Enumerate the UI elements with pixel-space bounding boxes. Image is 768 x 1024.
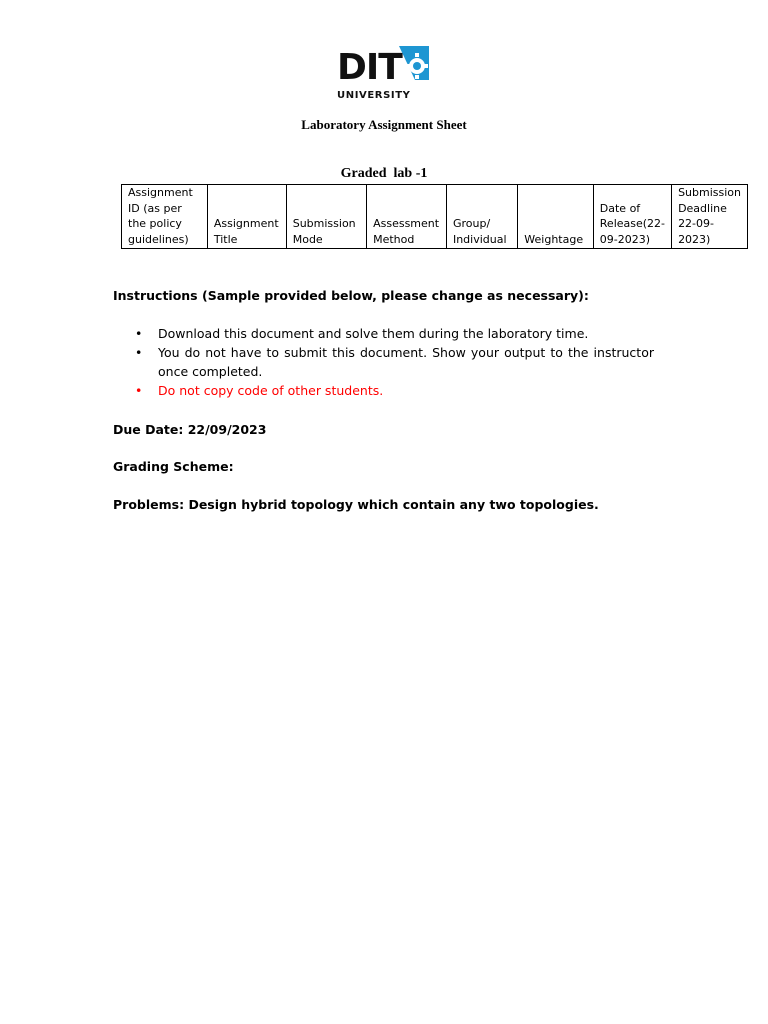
table-header-cell: Assignment ID (as per the policy guidelines) <box>122 185 208 249</box>
logo-wordmark: DIT <box>337 47 402 88</box>
instructions-heading: Instructions (Sample provided below, please change as necessary): <box>113 288 589 303</box>
table-row <box>122 185 748 249</box>
table-header-cell: Assignment Title <box>207 185 286 249</box>
instruction-text: Do not copy code of other students. <box>158 383 384 398</box>
bullet-icon: • <box>135 345 143 360</box>
problem-statement: Problems: Design hybrid topology which contain any two topologies. <box>113 497 599 512</box>
grading-scheme: Grading Scheme: <box>113 459 234 474</box>
table-header-cell: Group/ Individual <box>446 185 517 249</box>
table-header-cell: Date of Release(22-09-2023) <box>593 185 671 249</box>
table-header-cell: Submission Deadline 22-09-2023) <box>672 185 748 249</box>
instruction-text: You do not have to submit this document. Show your output to the instructor once completed. <box>158 345 654 379</box>
lab-title: Graded lab -1 <box>340 166 428 181</box>
sheet-title: Laboratory Assignment Sheet <box>301 117 467 132</box>
list-item-warning <box>113 381 654 400</box>
table-header-cell: Weightage <box>518 185 593 249</box>
list-item <box>113 343 654 381</box>
university-logo <box>337 44 433 104</box>
table-header-cell: Assessment Method <box>367 185 447 249</box>
gear-icon <box>395 44 431 82</box>
bullet-icon: • <box>135 326 143 341</box>
instruction-text: Download this document and solve them during the laboratory time. <box>158 326 589 341</box>
instructions-list <box>113 324 654 400</box>
due-date: Due Date: 22/09/2023 <box>113 422 267 437</box>
logo-subtitle: UNIVERSITY <box>337 90 411 101</box>
bullet-icon: • <box>135 383 143 398</box>
assignment-info-table <box>121 184 748 249</box>
list-item <box>113 324 654 343</box>
table-header-cell: Submission Mode <box>286 185 366 249</box>
